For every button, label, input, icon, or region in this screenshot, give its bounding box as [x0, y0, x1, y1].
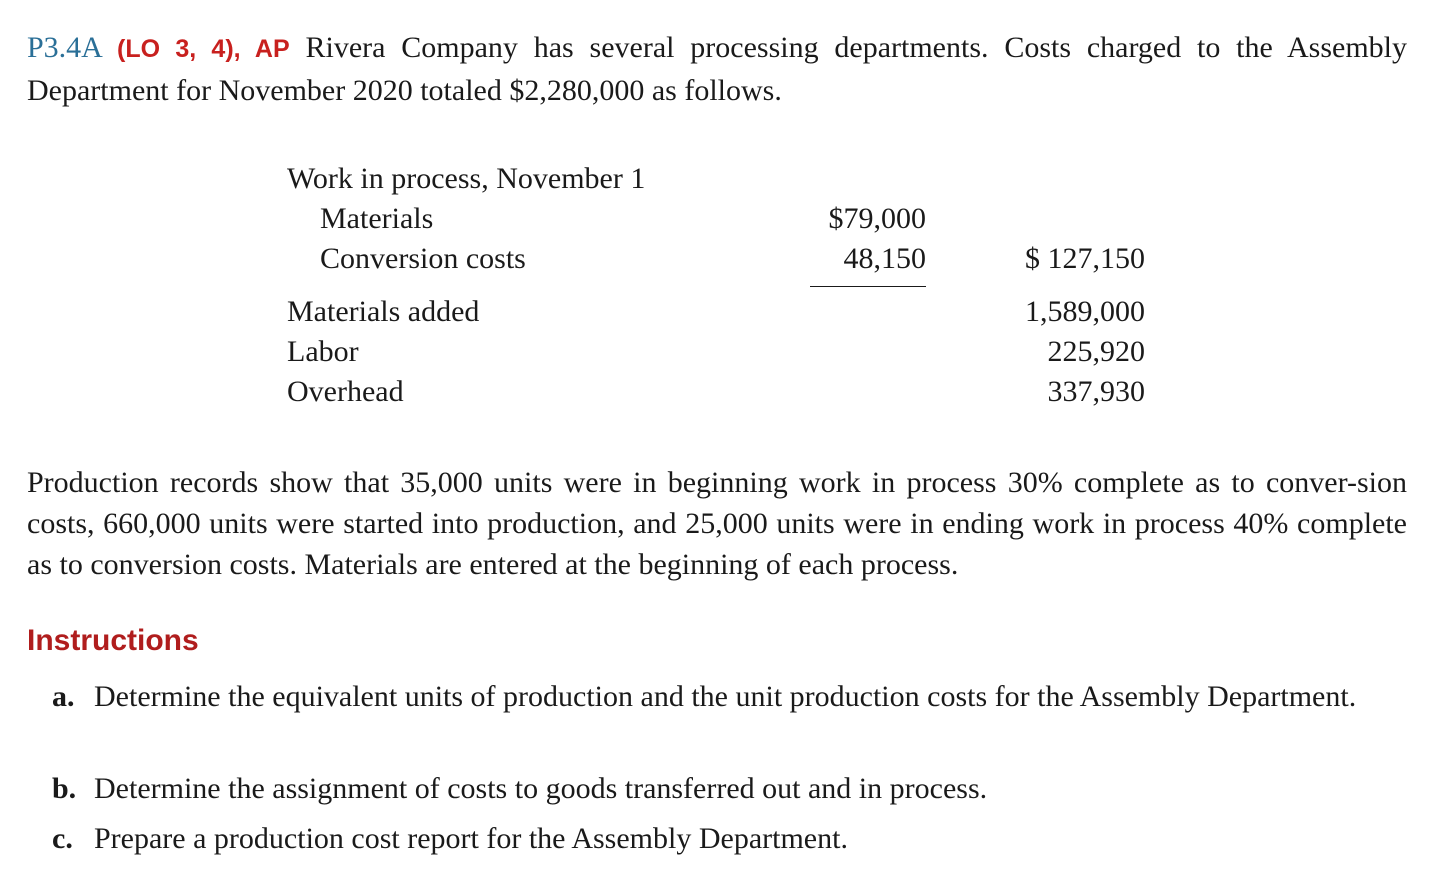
- instruction-letter: c.: [52, 822, 73, 855]
- overhead-value: 337,930: [1047, 375, 1145, 408]
- conversion-costs-value: 48,150: [843, 242, 926, 275]
- instruction-letter: a.: [52, 680, 75, 713]
- instruction-item-b: [52, 768, 1406, 809]
- instruction-item-a: [52, 676, 1406, 717]
- instruction-letter: b.: [52, 772, 77, 805]
- intro-text: Rivera Company has several processing departments. Costs charged to the Assembly Department for November 2020 totaled $2,280,000 as follows.: [27, 31, 1407, 107]
- wip-total-value: $ 127,150: [1025, 242, 1145, 275]
- materials-added-label: Materials added: [287, 295, 480, 328]
- instruction-item-c: [52, 818, 1406, 859]
- overhead-label: Overhead: [287, 375, 404, 408]
- instructions-heading: Instructions: [27, 624, 199, 657]
- instruction-text: Determine the assignment of costs to goods transferred out and in process.: [94, 772, 988, 805]
- problem-id: P3.4A: [27, 31, 102, 64]
- instruction-text: Determine the equivalent units of production and the unit production costs for the Assembly Department.: [94, 680, 1357, 713]
- cost-table: [0, 0, 1442, 420]
- conversion-costs-label: Conversion costs: [320, 242, 526, 275]
- wip-heading: Work in process, November 1: [287, 162, 646, 195]
- instruction-text: Prepare a production cost report for the Assembly Department.: [94, 822, 848, 855]
- learning-objectives: (LO 3, 4), AP: [117, 35, 290, 63]
- labor-label: Labor: [287, 335, 359, 368]
- materials-added-value: 1,589,000: [1025, 295, 1145, 328]
- materials-value: $79,000: [828, 202, 926, 235]
- labor-value: 225,920: [1047, 335, 1145, 368]
- materials-label: Materials: [320, 202, 434, 235]
- subtotal-rule: [810, 286, 926, 287]
- production-records-text: Production records show that 35,000 units were in beginning work in process 30% complete as to conver-sion costs, 660,000 units were started into production, and 25,000 units were in ending work in process 40% complete as to conversion costs. Materials are entered at the beginning of each process.: [27, 466, 1407, 581]
